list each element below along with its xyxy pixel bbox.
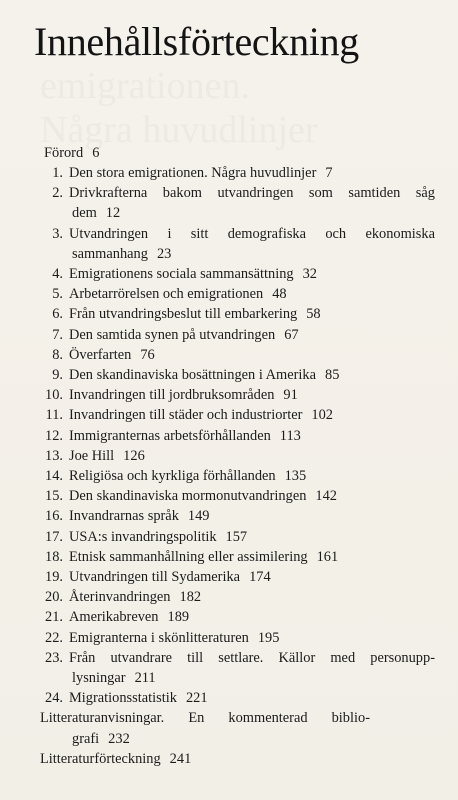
toc-page-number: 32 [302, 266, 317, 282]
toc-entry-continuation [72, 668, 156, 688]
toc-entry-number: 19. [45, 569, 63, 585]
toc-entry-title: Emigrationens sociala sammansättning [69, 266, 294, 282]
toc-page-number: 241 [169, 750, 192, 767]
toc-entry-title-continued: grafi [72, 730, 100, 747]
toc-entry-number: 21. [45, 609, 63, 626]
toc-entry-number: 7. [52, 326, 63, 343]
toc-entry-number: 18. [45, 548, 63, 565]
toc-entry [40, 587, 201, 607]
toc-entry-number: 13. [45, 447, 63, 464]
toc-entry [40, 688, 208, 708]
toc-entry-title: Amerikabreven [69, 609, 159, 626]
toc-page-number: 149 [187, 508, 210, 525]
toc-entry-number: 15. [45, 488, 63, 505]
toc-entry-title-continued: lysningar [72, 670, 126, 686]
toc-entry-continuation [72, 244, 171, 264]
toc-entry-number: 23. [45, 649, 63, 666]
toc-entry [40, 567, 271, 587]
toc-entry-title: Invandringen till städer och industriorter [69, 407, 303, 424]
toc-page-number: 221 [185, 690, 208, 707]
toc-page-number: 48 [272, 286, 287, 303]
toc-page-number: 102 [311, 407, 333, 424]
toc-page-number: 157 [225, 528, 248, 545]
toc-entry-title: Från utvandrare till settlare. Källor med personupp- [69, 649, 435, 666]
toc-page-number: 135 [284, 468, 307, 484]
toc-entry [40, 466, 306, 486]
toc-page-number: 113 [279, 427, 301, 444]
toc-entry-title: Litteraturanvisningar. En kommenterad biblio- [40, 710, 370, 727]
show-through-line [40, 64, 318, 108]
toc-entry [40, 163, 333, 183]
toc-entry-number: 11. [45, 407, 63, 424]
toc-page-number: 142 [315, 488, 337, 505]
toc-entry-number: 2. [52, 185, 63, 202]
toc-entry-number: 5. [52, 286, 63, 303]
toc-entry-title-continued: sammanhang [72, 245, 148, 262]
toc-entry-title: Den skandinaviska mormonutvandringen [69, 488, 307, 505]
toc-entry-number: 14. [45, 468, 63, 484]
toc-entry-number: 8. [52, 346, 63, 363]
toc-entry-title: Litteraturförteckning [40, 750, 161, 767]
toc-entry-title: Invandringen till jordbruksområden [69, 387, 275, 404]
toc-entry [40, 426, 301, 446]
toc-entry [40, 224, 435, 244]
toc-entry-number: 6. [52, 306, 63, 323]
toc-entry-title: Överfarten [69, 346, 132, 363]
toc-entry [40, 284, 287, 304]
toc-entry-number: 12. [45, 427, 63, 444]
toc-literature-guide-continuation [72, 729, 130, 749]
toc-entry [40, 325, 299, 345]
toc-entry-number: 9. [52, 367, 63, 383]
toc-preface [44, 143, 99, 163]
page-title: Innehållsförteckning [34, 19, 359, 64]
toc-entry [40, 345, 155, 365]
toc-page-number: 161 [316, 548, 339, 565]
toc-entry-title: Emigranterna i skönlitteraturen [69, 629, 249, 646]
toc-page-number: 76 [140, 346, 155, 363]
toc-entry-title: Den skandinaviska bosättningen i Amerika [69, 367, 316, 383]
toc-entry [40, 506, 209, 526]
toc-entry [40, 385, 298, 405]
toc-entry-number: 17. [45, 528, 63, 545]
toc-entry-title: Återinvandringen [69, 589, 171, 606]
toc-page-number: 12 [105, 205, 121, 222]
toc-entry-title: Den samtida synen på utvandringen [69, 326, 276, 343]
toc-entry-title: Invandrarnas språk [69, 508, 179, 525]
toc-entry [40, 264, 317, 284]
toc-page-number: 23 [156, 245, 172, 262]
toc-page-number: 189 [167, 609, 190, 626]
toc-entry [40, 607, 189, 627]
toc-page-number: 6 [92, 145, 100, 161]
toc-entry [40, 648, 435, 668]
toc-entry-title: Arbetarrörelsen och emigrationen [69, 286, 264, 303]
toc-entry [40, 405, 333, 425]
toc-entry-number: 16. [45, 508, 63, 525]
show-through-text [40, 64, 318, 152]
toc-entry-number: 4. [52, 266, 63, 282]
toc-page-number: 85 [325, 367, 340, 383]
toc-entry-title: Religiösa och kyrkliga förhållanden [69, 468, 276, 484]
toc-entry [40, 446, 145, 466]
toc-entry-number: 3. [52, 225, 63, 242]
toc-page-number: 67 [284, 326, 299, 343]
toc-entry [40, 628, 279, 648]
toc-entry-title: USA:s invandringspolitik [69, 528, 217, 545]
toc-page-number: 182 [179, 589, 202, 606]
toc-entry [40, 304, 321, 324]
toc-entry-number: 24. [45, 690, 63, 707]
toc-page-number: 126 [123, 447, 145, 464]
toc-page-number: 58 [306, 306, 321, 323]
toc-page-number: 211 [134, 670, 156, 686]
toc-entry [40, 183, 435, 203]
toc-entry-title-continued: dem [72, 205, 97, 222]
toc-page-number: 174 [249, 569, 271, 585]
toc-entry [40, 547, 338, 567]
toc-entry-number: 1. [52, 165, 63, 181]
toc-bibliography [40, 749, 191, 769]
toc-entry-title: Joe Hill [69, 447, 115, 464]
toc-entry-title: Utvandringen i sitt demografiska och ekonomiska [69, 225, 435, 242]
toc-entry-title: Immigranternas arbetsförhållanden [69, 427, 271, 444]
toc-entry-continuation [72, 203, 120, 223]
toc-entry-title: Drivkrafterna bakom utvandringen som samtiden såg [69, 185, 435, 202]
toc-entry-number: 10. [45, 387, 63, 404]
toc-entry [40, 527, 247, 547]
toc-entry-title: Den stora emigrationen. Några huvudlinjer [69, 165, 317, 181]
toc-entry-title: Utvandringen till Sydamerika [69, 569, 241, 585]
toc-entry [40, 365, 339, 385]
toc-entry-title: Förord [44, 145, 84, 161]
toc-page-number: 91 [283, 387, 298, 404]
toc-entry-number: 22. [45, 629, 63, 646]
toc-literature-guide [40, 708, 370, 728]
toc-entry-title: Från utvandringsbeslut till embarkering [69, 306, 298, 323]
toc-entry [40, 486, 337, 506]
toc-page-number: 195 [257, 629, 280, 646]
toc-page-number: 232 [108, 730, 130, 747]
toc-entry-title: Etnisk sammanhållning eller assimilering [69, 548, 308, 565]
toc-entry-title: Migrationsstatistik [69, 690, 177, 707]
toc-page-number: 7 [325, 165, 333, 181]
toc-entry-number: 20. [45, 589, 63, 606]
